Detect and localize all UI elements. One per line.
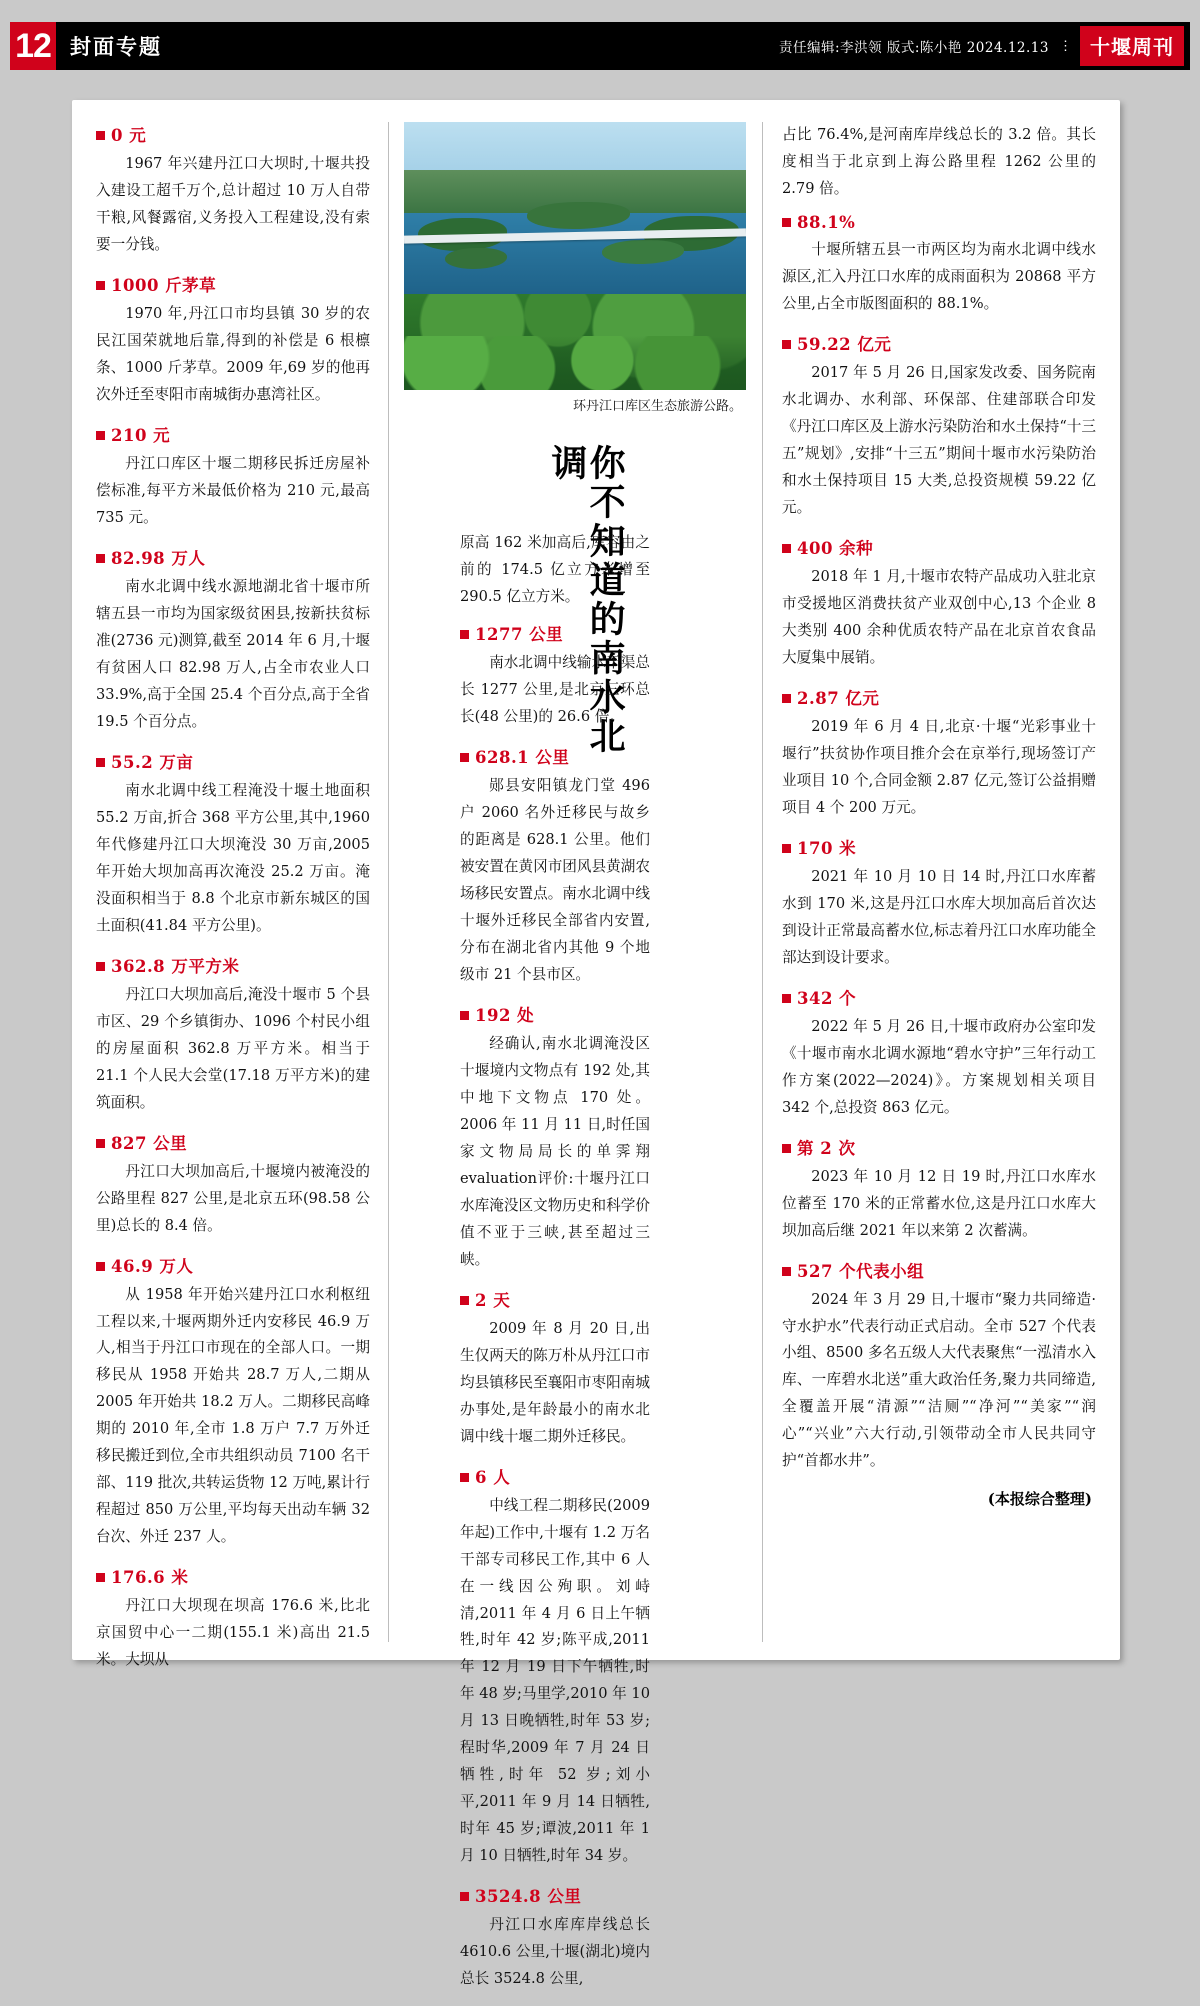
fact-body: 丹江口大坝加高后,十堰境内被淹没的公路里程 827 公里,是北京五环(98.58 公里)总长的 8.4 倍。 [96, 1162, 370, 1234]
fact-heading: 3524.8 公里 [460, 1883, 650, 1907]
dots-icon: ⋮ [1059, 38, 1072, 54]
fact-body: 丹江口大坝加高后,淹没十堰市 5 个县市区、29 个乡镇街办、1096 个村民小组的房屋面积 362.8 万平方米。相当于 21.1 个人民大会堂(17.18 万平方米)的建筑面积。 [96, 985, 370, 1111]
fact-heading: 46.9 万人 [96, 1253, 370, 1277]
fact-heading: 第 2 次 [782, 1135, 1096, 1159]
fact-body: 1970 年,丹江口市均县镇 30 岁的农民江国荣就地后靠,得到的补偿是 6 根檩条、1000 斤茅草。2009 年,69 岁的他再次外迁至枣阳市南城街办惠湾社区。 [96, 304, 370, 403]
fact-heading: 88.1% [782, 213, 1096, 232]
column-divider [762, 122, 763, 1642]
column-left [96, 122, 388, 1669]
column-right [762, 122, 1096, 1642]
fact-body: 2017 年 5 月 26 日,国家发改委、国务院南水北调办、水利部、环保部、住建部联合印发《丹江口库区及上游水污染防治和水土保持“十三五”规划》,安排“十三五”期间十堰市水污染防治和水土保持项目 15 大类,总投资规模 59.22 亿元。 [782, 363, 1096, 516]
fact-body: 2018 年 1 月,十堰市农特产品成功入驻北京市受援地区消费扶贫产业双创中心,13 个企业 8 大类别 400 余种优质农特产品在北京首农食品大厦集中展销。 [782, 567, 1096, 666]
lake-aerial-photo [404, 122, 746, 390]
page-header [10, 22, 1190, 70]
fact-body: 2023 年 10 月 12 日 19 时,丹江口水库水位蓄至 170 米的正常蓄水位,这是丹江口水库大坝加高后继 2021 年以来第 2 次蓄满。 [782, 1167, 1096, 1239]
fact-heading: 55.2 万亩 [96, 749, 370, 773]
fact-entry [96, 122, 370, 259]
fact-heading: 192 处 [460, 1002, 650, 1026]
article-sheet [72, 100, 1120, 1988]
fact-body: 2021 年 10 月 10 日 14 时,丹江口水库蓄水到 170 米,这是丹江口水库大坝加高后首次达到设计正常最高蓄水位,标志着丹江口水库功能全部达到设计要求。 [782, 867, 1096, 966]
column-container [72, 100, 1120, 1988]
fact-body: 南水北调中线输水干渠总长 1277 公里,是北京三环总长(48 公里)的 26.6 倍。 [460, 653, 650, 725]
fact-body: 丹江口水库库岸线总长 4610.6 公里,十堰(湖北)境内总长 3524.8 公里, [460, 1916, 650, 1988]
fact-body: 2019 年 6 月 4 日,北京·十堰“光彩事业十堰行”扶贫协作项目推介会在京举行,现场签订产业项目 10 个,合同金额 2.87 亿元,签订公益捐赠项目 4 个 200 万元。 [782, 717, 1096, 816]
fact-body: 郧县安阳镇龙门堂 496 户 2060 名外迁移民与故乡的距离是 628.1 公里。他们被安置在黄冈市团风县黄湖农场移民安置点。南水北调中线十堰外迁移民全部省内安置,分布在湖北省内其他 9 个地级市 21 个县市区。 [460, 776, 650, 983]
fact-entry [460, 621, 650, 731]
fact-entry [782, 685, 1096, 822]
fact-heading: 400 余种 [782, 535, 1096, 559]
fact-heading: 362.8 万平方米 [96, 953, 370, 977]
page-title: 你不知道的南水北调 [546, 444, 627, 756]
fact-entry [782, 1258, 1096, 1476]
fact-entry [782, 213, 1096, 318]
fact-heading: 342 个 [782, 985, 1096, 1009]
fact-heading: 628.1 公里 [460, 744, 650, 768]
section-title: 封面专题 [70, 34, 162, 59]
fact-entry [782, 985, 1096, 1122]
fact-entry [96, 422, 370, 532]
column-middle-text [460, 530, 650, 2006]
fact-entry [782, 835, 1096, 972]
fact-entry [460, 1287, 650, 1451]
fact-heading: 59.22 亿元 [782, 331, 1096, 355]
fact-heading: 0 元 [96, 122, 370, 146]
fact-body: 丹江口大坝现在坝高 176.6 米,比北京国贸中心一二期(155.1 米)高出 21.5 米。大坝从 [96, 1597, 370, 1669]
fact-heading: 170 米 [782, 835, 1096, 859]
column-divider [388, 122, 389, 1642]
fact-entry [460, 1002, 650, 1274]
fact-entry [96, 1130, 370, 1240]
fact-body: 经确认,南水北调淹没区十堰境内文物点有 192 处,其中地下文物点 170 处。2006 年 11 月 11 日,时任国家文物局局长的单霁翔evaluation评价:十堰丹江口水库淹没区文物历史和科学价值不亚于三峡,甚至超过三峡。 [460, 1034, 650, 1268]
fact-body: 1967 年兴建丹江口大坝时,十堰共投入建设工超千万个,总计超过 10 万人自带干粮,风餐露宿,义务投入工程建设,没有索要一分钱。 [96, 155, 370, 253]
fact-entry [96, 1253, 370, 1552]
fact-entry [782, 1135, 1096, 1245]
fact-body: 2009 年 8 月 20 日,出生仅两天的陈万朴从丹江口市均县镇移民至襄阳市枣阳南城办事处,是年龄最小的南水北调中线十堰二期外迁移民。 [460, 1319, 650, 1445]
fact-entry [782, 535, 1096, 672]
continued-text: 占比 76.4%,是河南库岸线总长的 3.2 倍。其长度相当于北京到上海公路里程 1262 公里的 2.79 倍。 [782, 126, 1096, 197]
fact-heading: 827 公里 [96, 1130, 370, 1154]
fact-body: 南水北调中线水源地湖北省十堰市所辖五县一市均为国家级贫困县,按新扶贫标准(2736 元)测算,截至 2014 年 6 月,十堰有贫困人口 82.98 万人,占全市农业人口 33.9%,高于全国 25.4 个百分点,高于全省 19.5 个百分点。 [96, 577, 370, 730]
page-number: 12 [10, 22, 56, 70]
fact-body: 十堰所辖五县一市两区均为南水北调中线水源区,汇入丹江口水库的成雨面积为 20868 平方公里,占全市版图面积的 88.1%。 [782, 240, 1096, 312]
fact-body: 从 1958 年开始兴建丹江口水利枢纽工程以来,十堰两期外迁内安移民 46.9 万人,相当于丹江口市现在的全部人口。一期移民从 1958 开始共 28.7 万人,二期从 2005 年开始共 18.2 万人。二期移民高峰期的 2010 年,全市 1.8 万户 7.7 万外迁移民搬迁到位,全市共组织动员 7100 名干部、119 批次,共转运货物 12 万吨,累计行程超过 850 万公里,平均每天出动车辆 32 台次、外迁 237 人。 [96, 1285, 370, 1546]
header-right-group [779, 22, 1190, 70]
fact-heading: 527 个代表小组 [782, 1258, 1096, 1282]
photo-block [404, 122, 746, 414]
fact-heading: 1277 公里 [460, 621, 650, 645]
fact-heading: 1000 斤茅草 [96, 272, 370, 296]
fact-heading: 176.6 米 [96, 1564, 370, 1588]
article-credit: (本报综合整理) [987, 1490, 1092, 1509]
fact-heading: 210 元 [96, 422, 370, 446]
header-credits: 责任编辑:李洪领 版式:陈小艳 2024.12.13 [779, 40, 1049, 56]
fact-entry [460, 744, 650, 989]
fact-entry [96, 749, 370, 940]
fact-entry [460, 1464, 650, 1871]
fact-body: 丹江口库区十堰二期移民拆迁房屋补偿标准,每平方米最低价格为 210 元,最高 735 元。 [96, 454, 370, 526]
fact-heading: 82.98 万人 [96, 545, 370, 569]
fact-body: 2024 年 3 月 29 日,十堰市“聚力共同缔造·守水护水”代表行动正式启动。全市 527 个代表小组、8500 多名五级人大代表聚焦“一泓清水入库、一库碧水北送”重大政治任务,聚力共同缔造,全覆盖开展“清源”“洁厕”“净河”“美家”“润心”“兴业”六大行动,引领带动全市人民共同守护“首都水井”。 [782, 1290, 1096, 1470]
fact-heading: 2.87 亿元 [782, 685, 1096, 709]
photo-caption: 环丹江口库区生态旅游公路。 [572, 399, 742, 414]
fact-entry [96, 272, 370, 409]
fact-entry [460, 1883, 650, 1993]
fact-body: 2022 年 5 月 26 日,十堰市政府办公室印发《十堰市南水北调水源地“碧水守护”三年行动工作方案(2022—2024)》。方案规划相关项目 342 个,总投资 863 亿元。 [782, 1017, 1096, 1116]
photo-forest-foreground [404, 336, 746, 390]
masthead-label: 十堰周刊 [1080, 26, 1184, 66]
fact-heading: 2 天 [460, 1287, 650, 1311]
fact-entry [96, 1564, 370, 1674]
fact-entry [96, 545, 370, 736]
fact-entry [782, 331, 1096, 522]
fact-body: 南水北调中线工程淹没十堰土地面积 55.2 万亩,折合 368 平方公里,其中,1960 年代修建丹江口大坝淹没 30 万亩,2005 年开始大坝加高再次淹没 25.2 万亩。淹没面积相当于 8.8 个北京市新东城区的国土面积(41.84 平方公里)。 [96, 781, 370, 934]
fact-body: 中线工程二期移民(2009 年起)工作中,十堰有 1.2 万名干部专司移民工作,其中 6 人在一线因公殉职。刘峙清,2011 年 4 月 6 日上午牺牲,时年 42 岁;陈平成,2011 年 12 月 19 日下午牺牲,时年 48 岁;马里学,2010 年 10 月 13 日晚牺牲,时年 53 岁;程时华,2009 年 7 月 24 日牺牲,时年 52 岁;刘小平,2011 年 9 月 14 日牺牲,时年 45 岁;谭波,2011 年 1 月 10 日牺牲,时年 34 岁。 [460, 1496, 650, 1865]
continued-text: 原高 162 米加高后,库容由之前的 174.5 亿立方米增至 290.5 亿立方米。 [460, 534, 650, 605]
fact-heading: 6 人 [460, 1464, 650, 1488]
fact-entry [96, 953, 370, 1117]
